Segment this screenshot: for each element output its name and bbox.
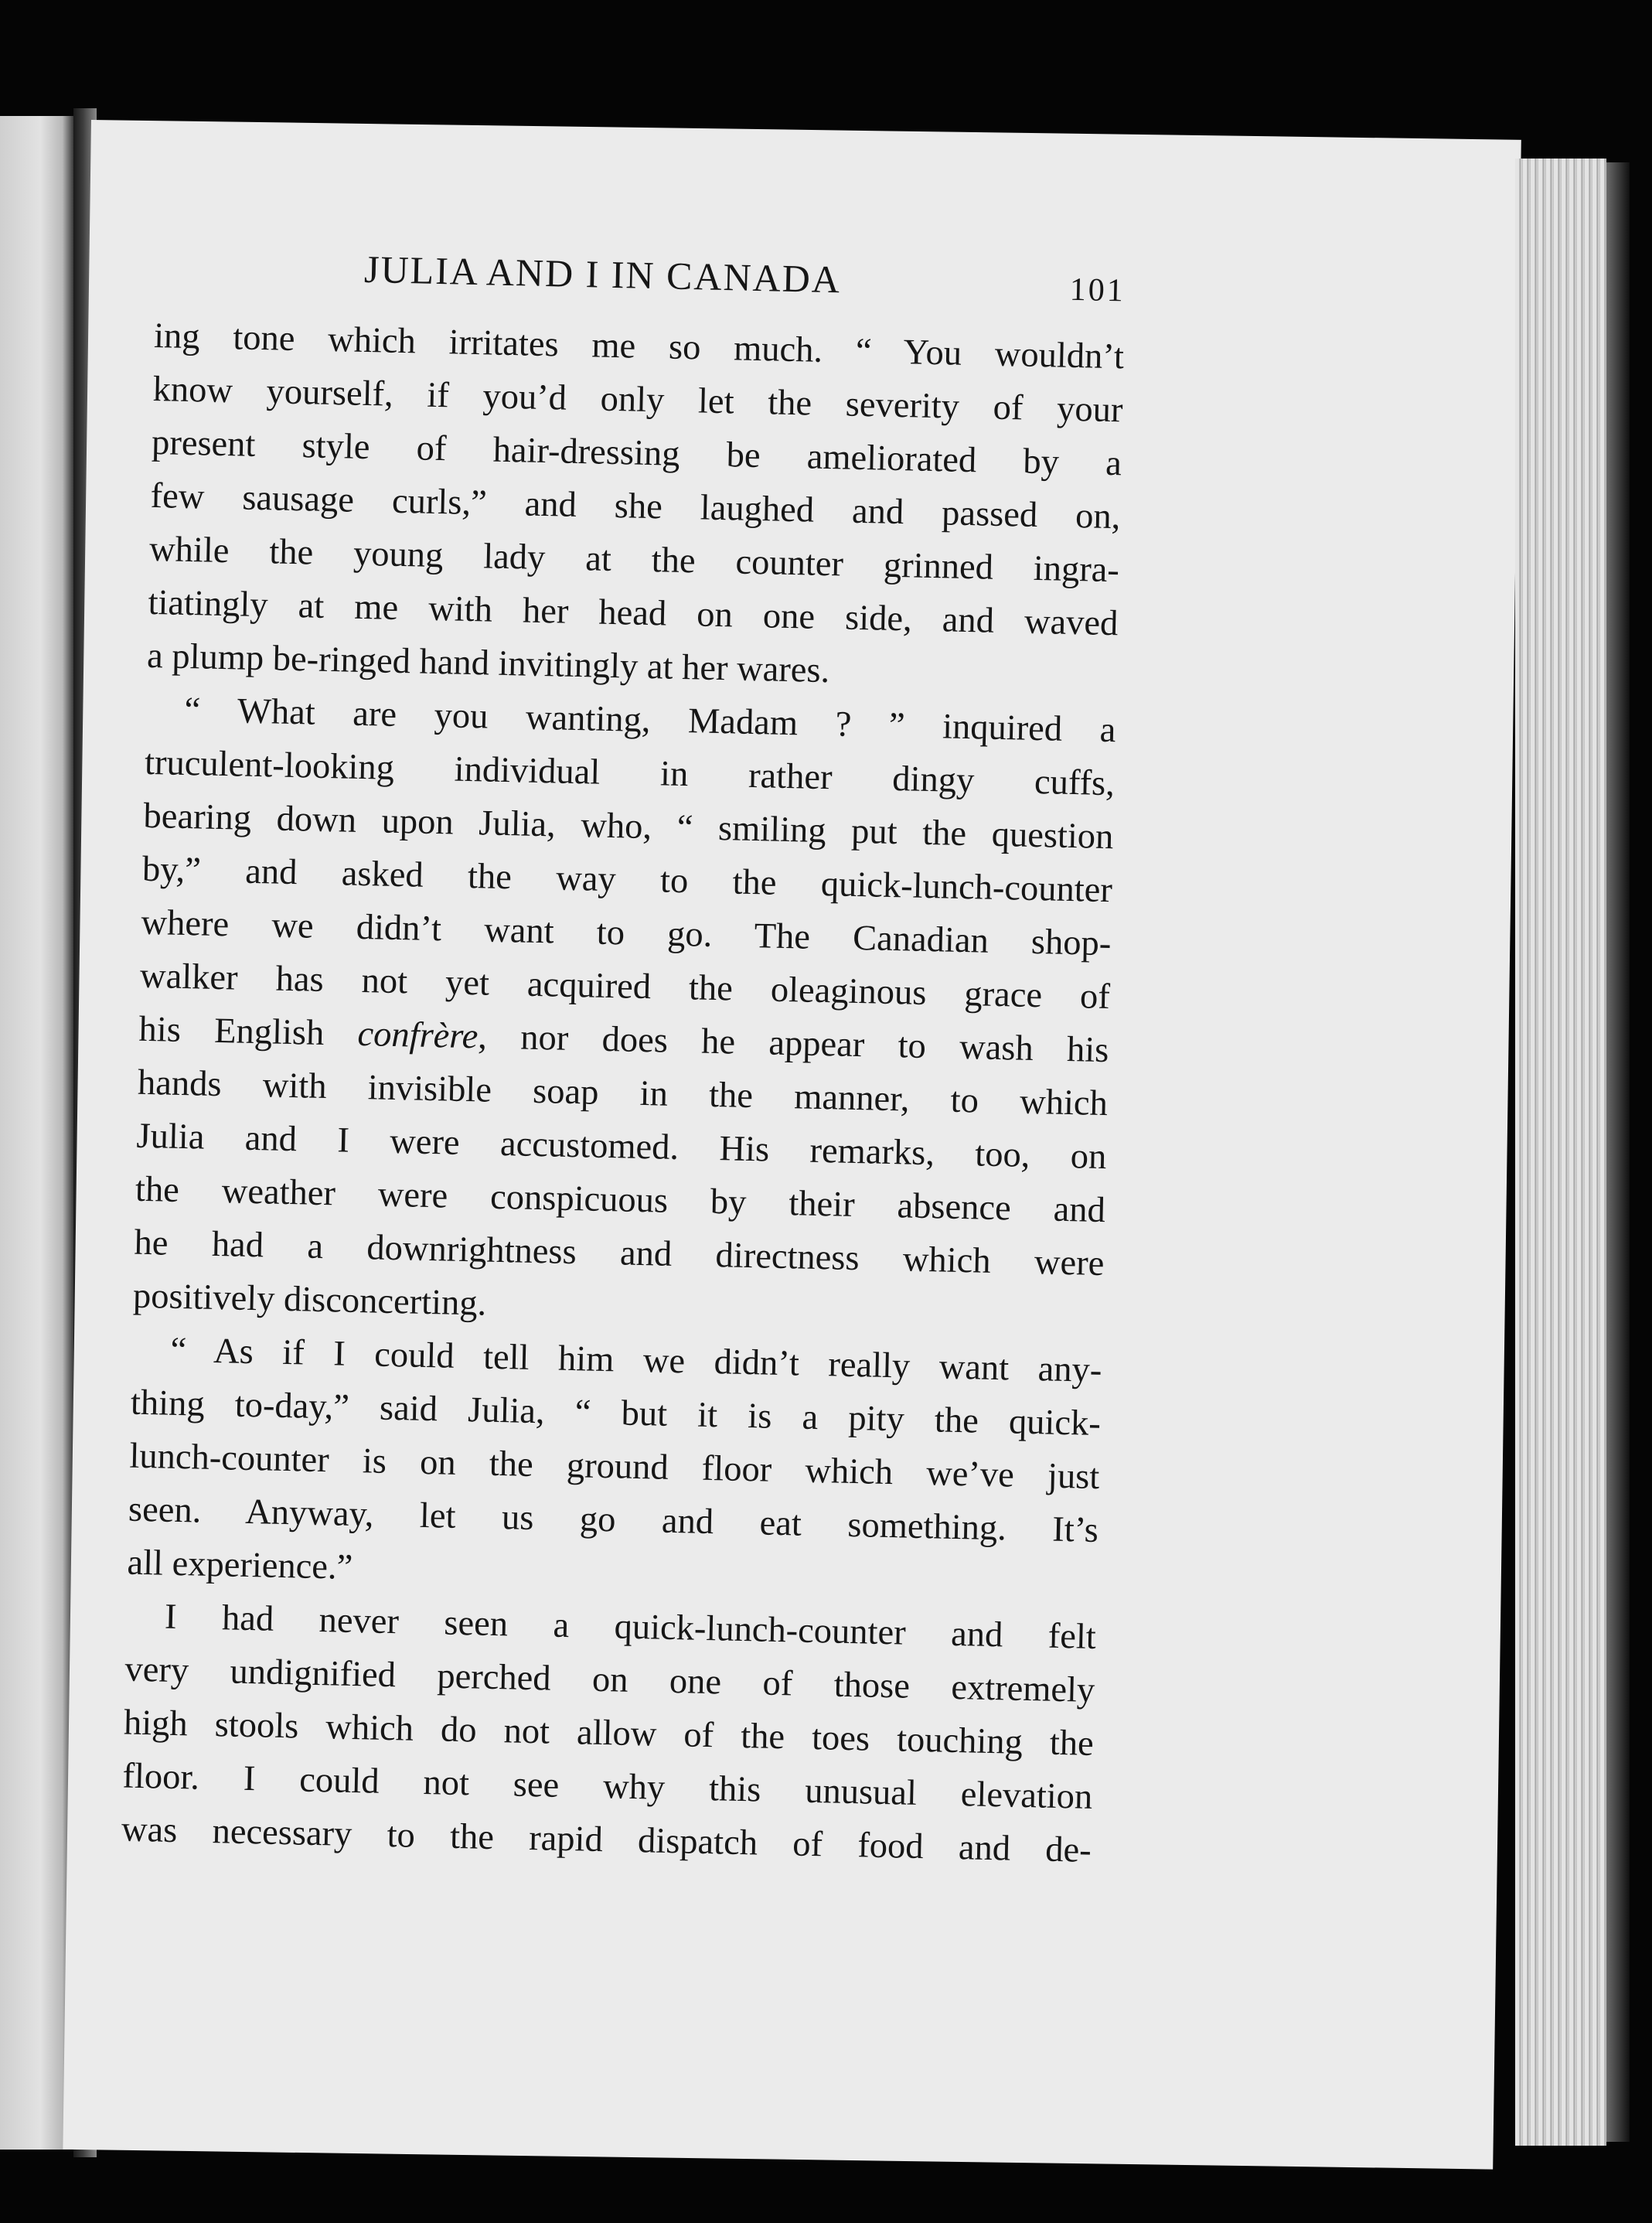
text-block	[121, 236, 1126, 1877]
text-line: the weather were conspicuous by their absence and	[135, 1169, 1106, 1231]
left-page-edge	[0, 116, 73, 2150]
text-line: tiatingly at me with her head on one side, and waved	[148, 582, 1119, 644]
text-line: bearing down upon Julia, who, “ smiling put the question	[143, 796, 1114, 857]
text-line: lunch-counter is on the ground floor which we’ve just	[129, 1436, 1100, 1497]
text-line: few sausage curls,” and she laughed and passed on,	[150, 476, 1121, 537]
text-line: while the young lady at the counter grinned ingra-	[148, 529, 1120, 591]
page-edges	[1515, 159, 1606, 2146]
text-line: ing tone which irritates me so much. “ You wouldn’t	[153, 315, 1125, 377]
text-line: hands with invisible soap in the manner, to which	[137, 1062, 1109, 1124]
text-line: all experience.”	[126, 1543, 353, 1587]
text-line: “ As if I could tell him we didn’t really want any-	[170, 1330, 1102, 1391]
body-text	[121, 309, 1124, 1877]
text-line: very undignified perched on one of those extremely	[124, 1649, 1095, 1710]
text-line: where we didn’t want to go. The Canadian shop-	[141, 902, 1112, 964]
text-line: truculent-looking individual in rather dingy cuffs,	[144, 742, 1116, 804]
text-line: seen. Anyway, let us go and eat something. It’s	[128, 1489, 1099, 1550]
text-line: Julia and I were accustomed. His remarks, too, on	[136, 1116, 1107, 1178]
italic-word: confrère	[357, 1014, 479, 1057]
text-line: high stools which do not allow of the toes touching the	[123, 1703, 1095, 1764]
text-line: I had never seen a quick-lunch-counter and felt	[164, 1597, 1097, 1657]
text-run: , nor does he appear to wash his	[477, 1017, 1109, 1071]
text-line: “ What are you wanting, Madam ? ” inquired a	[184, 690, 1116, 751]
text-line: he had a downrightness and directness which were	[134, 1222, 1105, 1284]
text-line: walker has not yet acquired the oleaginous grace of	[139, 956, 1111, 1018]
page-number: 101	[1069, 271, 1126, 309]
text-line: was necessary to the rapid dispatch of food and de-	[121, 1809, 1092, 1870]
text-line: floor. I could not see why this unusual elevation	[121, 1756, 1093, 1817]
text-line: a plump be-ringed hand invitingly at her wares.	[146, 636, 830, 691]
text-line: know yourself, if you’d only let the severity of your	[152, 369, 1123, 431]
text-run: his English	[138, 1009, 359, 1054]
running-title: JULIA AND I IN CANADA	[363, 247, 842, 302]
text-line: by,” and asked the way to the quick-lunch-counter	[141, 849, 1113, 911]
text-line: present style of hair-dressing be ameliorated by a	[151, 422, 1122, 484]
text-line: positively disconcerting.	[132, 1276, 487, 1324]
page-edges-shadow	[1606, 162, 1630, 2142]
text-line: thing to-day,” said Julia, “ but it is a pity the quick-	[130, 1383, 1102, 1444]
